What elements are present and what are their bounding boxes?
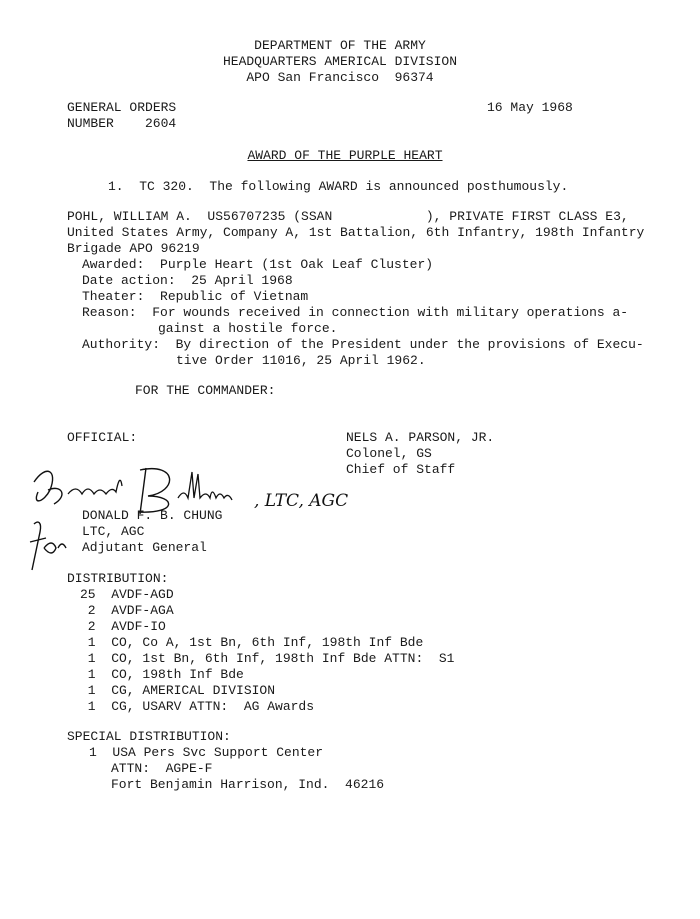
recipient-line-2: United States Army, Company A, 1st Battalion, 6th Infantry, 198th Infantry [67, 225, 645, 240]
chief-name: NELS A. PARSON, JR. [346, 430, 495, 445]
authority-line-1: Authority: By direction of the President under the provisions of Execu- [82, 337, 644, 352]
header-apo: APO San Francisco 96374 [246, 70, 434, 85]
awarded-line: Awarded: Purple Heart (1st Oak Leaf Cluster) [82, 257, 434, 272]
header-headquarters: HEADQUARTERS AMERICAL DIVISION [222, 54, 458, 69]
distribution-item: 1 CO, 198th Inf Bde [80, 667, 244, 682]
distribution-label: DISTRIBUTION: [67, 571, 169, 586]
recipient-line-3: Brigade APO 96219 [67, 241, 200, 256]
distribution-item: 2 AVDF-AGA [80, 603, 174, 618]
date-action-line: Date action: 25 April 1968 [82, 273, 293, 288]
for-the-commander: FOR THE COMMANDER: [135, 383, 276, 398]
intro-paragraph: 1. TC 320. The following AWARD is announced posthumously. [108, 179, 569, 194]
order-date: 16 May 1968 [487, 100, 573, 115]
special-distribution-label: SPECIAL DISTRIBUTION: [67, 729, 231, 744]
adjutant-rank: LTC, AGC [82, 524, 145, 539]
distribution-item: 1 CG, AMERICAL DIVISION [80, 683, 276, 698]
official-label: OFFICIAL: [67, 430, 138, 445]
special-distribution-line-1: 1 USA Pers Svc Support Center [89, 745, 324, 760]
reason-line-1: Reason: For wounds received in connection with military operations a- [82, 305, 629, 320]
order-number: 2604 [145, 116, 177, 131]
document-title: AWARD OF THE PURPLE HEART [247, 148, 443, 163]
signature-suffix: , LTC, AGC [254, 491, 348, 511]
distribution-item: 1 CO, 1st Bn, 6th Inf, 198th Inf Bde ATTN: S1 [80, 651, 455, 666]
authority-line-2: tive Order 11016, 25 April 1962. [176, 353, 426, 368]
distribution-item: 1 CO, Co A, 1st Bn, 6th Inf, 198th Inf Bde [80, 635, 424, 650]
reason-line-2: gainst a hostile force. [158, 321, 338, 336]
adjutant-name: DONALD F. B. CHUNG [82, 508, 223, 523]
adjutant-title: Adjutant General [82, 540, 207, 555]
special-distribution-line-3: Fort Benjamin Harrison, Ind. 46216 [111, 777, 385, 792]
distribution-item: 25 AVDF-AGD [80, 587, 174, 602]
distribution-item: 1 CG, USARV ATTN: AG Awards [80, 699, 315, 714]
chief-rank: Colonel, GS [346, 446, 432, 461]
distribution-item: 2 AVDF-IO [80, 619, 166, 634]
general-orders-label: GENERAL ORDERS [67, 100, 177, 115]
number-label: NUMBER [67, 116, 114, 131]
header-department: DEPARTMENT OF THE ARMY [254, 38, 426, 53]
theater-line: Theater: Republic of Vietnam [82, 289, 309, 304]
special-distribution-line-2: ATTN: AGPE-F [111, 761, 213, 776]
recipient-line-1: POHL, WILLIAM A. US56707235 (SSAN ), PRIVATE FIRST CLASS E3, [67, 209, 629, 224]
chief-title: Chief of Staff [346, 462, 456, 477]
